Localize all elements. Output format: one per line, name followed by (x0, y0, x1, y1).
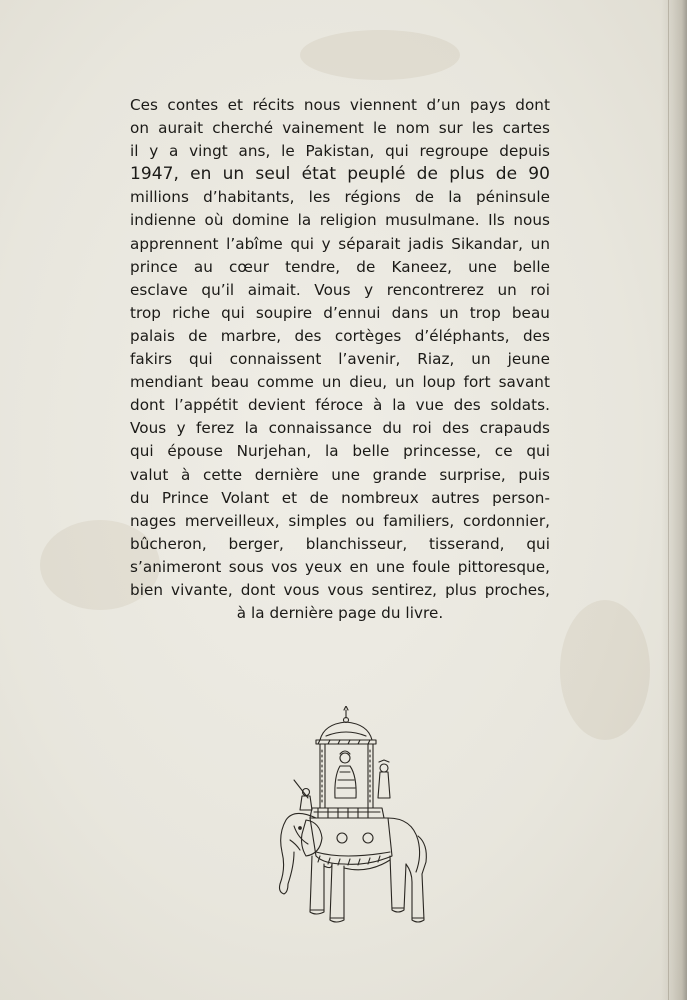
spine-crease (668, 0, 669, 1000)
paper-stain (560, 600, 650, 740)
spine-shadow (661, 0, 687, 1000)
blurb-line: il y a vingt ans, le Pakistan, qui regroupe depuis (130, 142, 550, 161)
blurb-line: indienne où domine la religion musulmane. Ils nous (130, 211, 550, 230)
blurb-line: prince au cœur tendre, de Kaneez, une belle (130, 257, 550, 276)
blurb-line: du Prince Volant et de nombreux autres person- (130, 488, 550, 507)
blurb-line: mendiant beau comme un dieu, un loup fort savant (130, 373, 550, 392)
elephant-with-howdah-icon (272, 706, 442, 936)
blurb-line: s’animeront sous vos yeux en une foule pittoresque, (130, 557, 550, 576)
blurb-line: nages merveilleux, simples ou familiers, cordonnier, (130, 511, 550, 530)
blurb-line: Vous y ferez la connaissance du roi des crapauds (130, 419, 550, 438)
blurb-text (130, 94, 550, 625)
blurb-line: valut à cette dernière une grande surprise, puis (130, 465, 550, 484)
blurb-line: apprennent l’abîme qui y séparait jadis Sikandar, un (130, 234, 550, 253)
blurb-line: millions d’habitants, les régions de la péninsule (130, 188, 550, 207)
paper-stain (300, 30, 460, 80)
blurb-line: à la dernière page du livre. (236, 604, 444, 623)
blurb-line: qui épouse Nurjehan, la belle princesse, ce qui (130, 442, 550, 461)
blurb-line: dont l’appétit devient féroce à la vue des soldats. (130, 396, 550, 415)
blurb-line: fakirs qui connaissent l’avenir, Riaz, un jeune (130, 350, 550, 369)
blurb-line: 1947, en un seul état peuplé de plus de 90 (130, 164, 550, 185)
blurb-line: bûcheron, berger, blanchisseur, tisserand, qui (130, 534, 550, 553)
blurb-line: on aurait cherché vainement le nom sur les cartes (130, 119, 550, 138)
blurb-line: trop riche qui soupire d’ennui dans un trop beau (130, 303, 550, 322)
blurb-line: bien vivante, dont vous vous sentirez, plus proches, (130, 580, 550, 599)
blurb-line: esclave qu’il aimait. Vous y rencontrerez un roi (130, 280, 550, 299)
blurb-line: palais de marbre, des cortèges d’éléphants, des (130, 326, 550, 345)
blurb-line: Ces contes et récits nous viennent d’un pays dont (130, 96, 550, 114)
